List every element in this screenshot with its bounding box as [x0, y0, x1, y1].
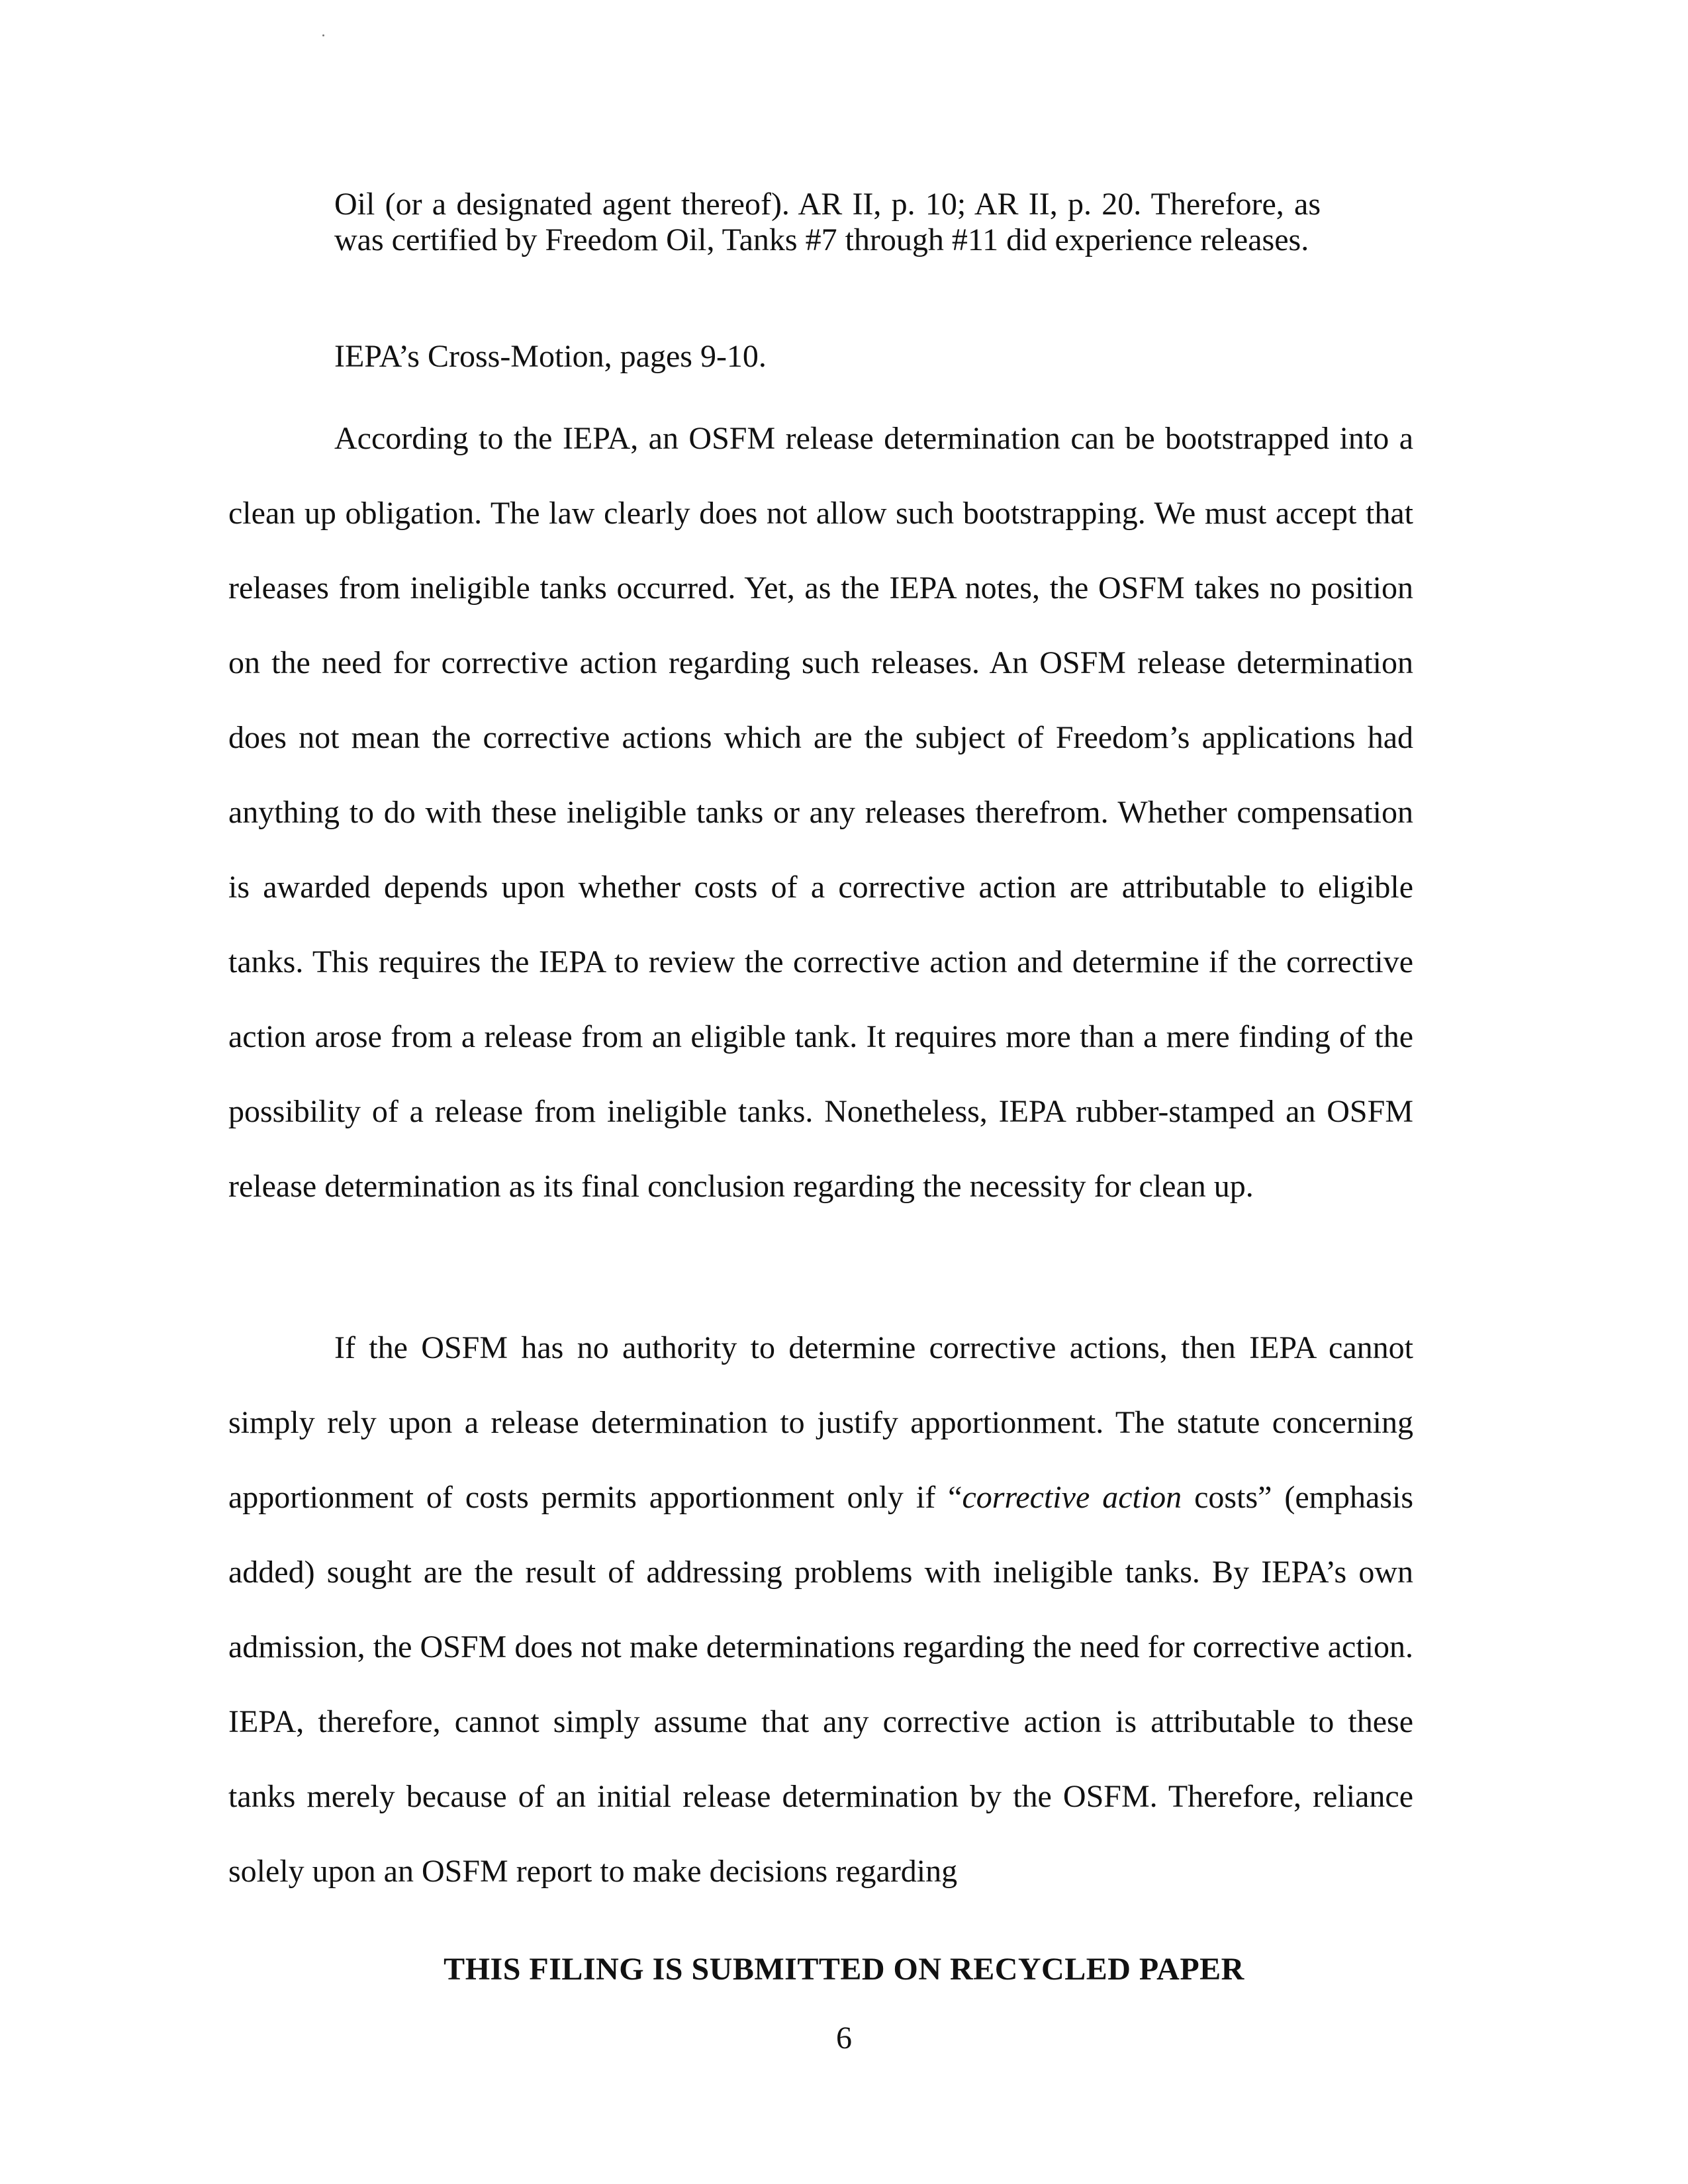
quote-citation: IEPA’s Cross-Motion, pages 9-10.: [334, 339, 767, 374]
paragraph-1: According to the IEPA, an OSFM release determination can be bootstrapped into a clean up obligation. The law clearly does not allow such bootstrapping. We must accept that releases from ineligible tanks occurred. Yet, as the IEPA notes, the OSFM takes no position on the need for corrective action regarding such releases. An OSFM release determination does not mean the corrective actions which are the subject of Freedom’s applications had anything to do with these ineligible tanks or any releases therefrom. Whether compensation is awarded depends upon whether costs of a corrective action are attributable to eligible tanks. This requires the IEPA to review the corrective action and determine if the corrective action arose from a release from an eligible tank. It requires more than a mere finding of the possibility of a release from ineligible tanks. Nonetheless, IEPA rubber-stamped an OSFM release determination as its final conclusion regarding the necessity for clean up.: [228, 421, 1413, 1204]
recycled-paper-notice: THIS FILING IS SUBMITTED ON RECYCLED PAPER: [444, 1952, 1244, 1987]
paragraph-2-text-a: If the OSFM has no authority to determine corrective actions, then IEPA cannot simply rely upon a release determination to justify apportionment. The statute concerning apportionment of costs permits apportionment only if: [228, 1330, 1413, 1515]
page-number: 6: [836, 2021, 852, 2056]
paragraph-2: [228, 1310, 1413, 1909]
emphasized-phrase: corrective action: [962, 1480, 1182, 1515]
open-quote-mark: “: [948, 1480, 962, 1515]
block-quote: Oil (or a designated agent thereof). AR II, p. 10; AR II, p. 20. Therefore, as was certified by Freedom Oil, Tanks #7 through #11 did experience releases.: [334, 187, 1321, 257]
scan-speck: [322, 34, 324, 36]
paragraph-2-text-b: costs” (emphasis added) sought are the result of addressing problems with ineligible tanks. By IEPA’s own admission, the OSFM does not make determinations regarding the need for corrective action. IEPA, therefore, cannot simply assume that any corrective action is attributable to these tanks merely because of an initial release determination by the OSFM. Therefore, reliance solely upon an OSFM report to make decisions regarding: [228, 1480, 1414, 1889]
